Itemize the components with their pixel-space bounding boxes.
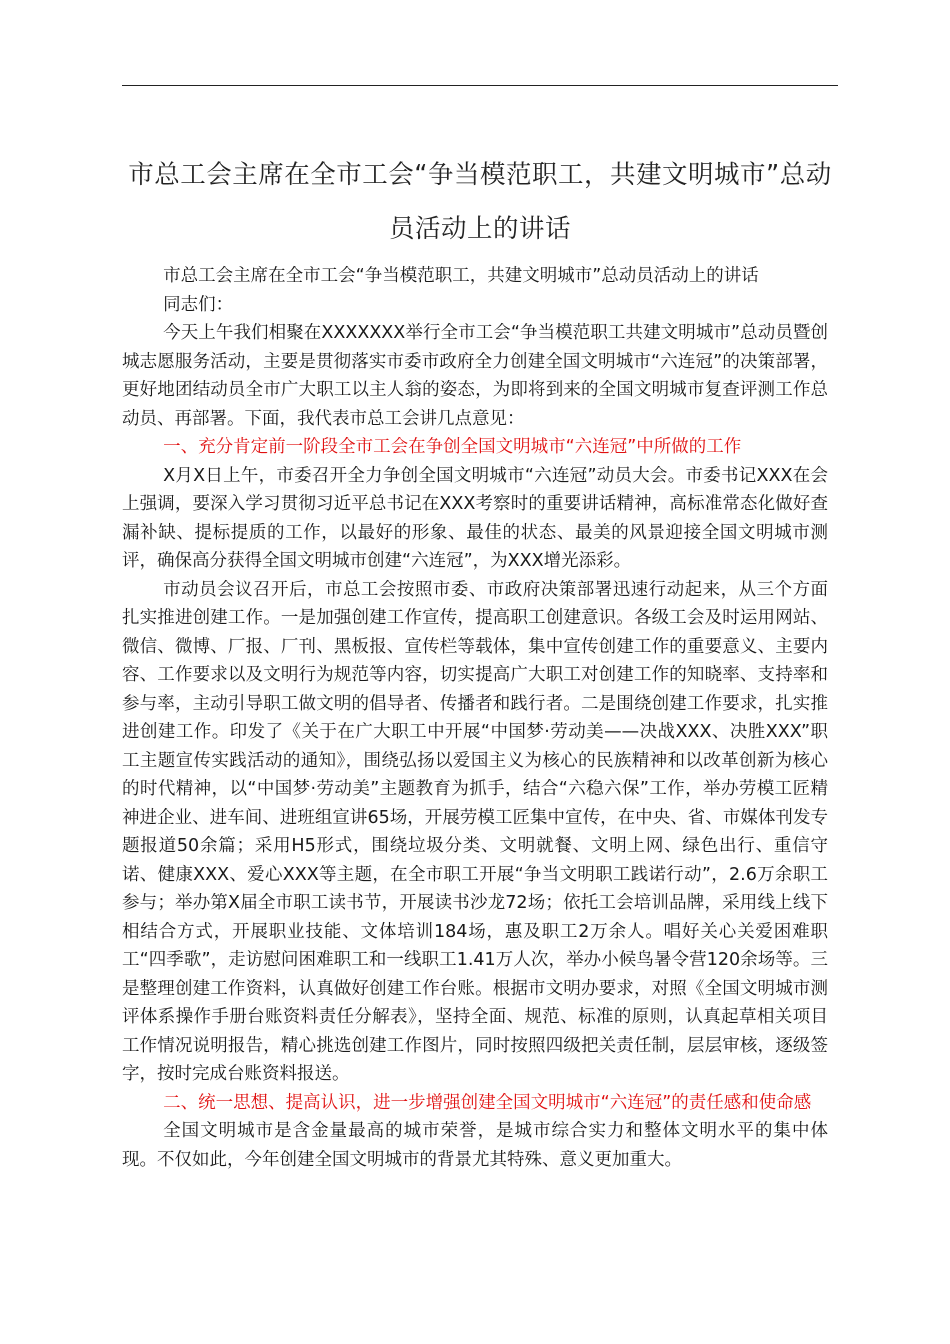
paragraph-salutation: 同志们： (163, 294, 234, 315)
header-rule (122, 85, 838, 86)
section-heading-1: 一、充分肯定前一阶段全市工会在争创全国文明城市“六连冠”中所做的工作 (163, 437, 742, 457)
paragraph-intro: 今天上午我们相聚在XXXXXXX举行全市工会“争当模范职工共建文明城市”总动员暨创城志愿服务活动，主要是贯彻落实市委市政府全力创建全国文明城市“六连冠”的决策部署，更好地团结动员全市广大职工以主人翁的姿态，为即将到来的全国文明城市复查评测工作总动员、再部署。下面，我代表市总工会讲几点意见： (122, 323, 828, 429)
paragraph-section2-a: 全国文明城市是含金量最高的城市荣誉，是城市综合实力和整体文明水平的集中体现。不仅如此，今年创建全国文明城市的背景尤其特殊、意义更加重大。 (122, 1121, 828, 1170)
document-body (122, 262, 828, 1174)
paragraph-subtitle: 市总工会主席在全市工会“争当模范职工，共建文明城市”总动员活动上的讲话 (163, 266, 759, 286)
paragraph-section1-a: X月X日上午，市委召开全力争创全国文明城市“六连冠”动员大会。市委书记XXX在会上强调，要深入学习贯彻习近平总书记在XXX考察时的重要讲话精神，高标准常态化做好查漏补缺、提标提质的工作，以最好的形象、最佳的状态、最美的风景迎接全国文明城市测评，确保高分获得全国文明城市创建“六连冠”，为XXX增光添彩。 (122, 465, 828, 571)
paragraph-section1-b: 市动员会议召开后，市总工会按照市委、市政府决策部署迅速行动起来，从三个方面扎实推进创建工作。一是加强创建工作宣传，提高职工创建意识。各级工会及时运用网站、微信、微博、厂报、厂刊、黑板报、宣传栏等载体，集中宣传创建工作的重要意义、主要内容、工作要求以及文明行为规范等内容，切实提高广大职工对创建工作的知晓率、支持率和参与率，主动引导职工做文明的倡导者、传播者和践行者。二是围绕创建工作要求，扎实推进创建工作。印发了《关于在广大职工中开展“中国梦·劳动美——决战XXX、决胜XXX”职工主题宣传实践活动的通知》，围绕弘扬以爱国主义为核心的民族精神和以改革创新为核心的时代精神，以“中国梦·劳动美”主题教育为抓手，结合“六稳六保”工作，举办劳模工匠精神进企业、进车间、进班组宣讲65场，开展劳模工匠集中宣传，在中央、省、市媒体刊发专题报道50余篇；采用H5形式，围绕垃圾分类、文明就餐、文明上网、绿色出行、重信守诺、健康XXX、爱心XXX等主题，在全市职工开展“争当文明职工践诺行动”，2.6万余职工参与；举办第X届全市职工读书节，开展读书沙龙72场；依托工会培训品牌，采用线上线下相结合方式，开展职业技能、文体培训184场，惠及职工2万余人。唱好关心关爱困难职工“四季歌”，走访慰问困难职工和一线职工1.41万人次，举办小候鸟暑令营120余场等。三是整理创建工作资料，认真做好创建工作台账。根据市文明办要求，对照《全国文明城市测评体系操作手册台账资料责任分解表》，坚持全面、规范、标准的原则，认真起草相关项目工作情况说明报告，精心挑选创建工作图片，同时按照四级把关责任制，层层审核，逐级签字，按时完成台账资料报送。 (122, 579, 828, 1084)
document-title: 市总工会主席在全市工会“争当模范职工，共建文明城市”总动员活动上的讲话 (128, 160, 832, 244)
section-heading-2: 二、统一思想、提高认识，进一步增强创建全国文明城市“六连冠”的责任感和使命感 (163, 1092, 812, 1113)
